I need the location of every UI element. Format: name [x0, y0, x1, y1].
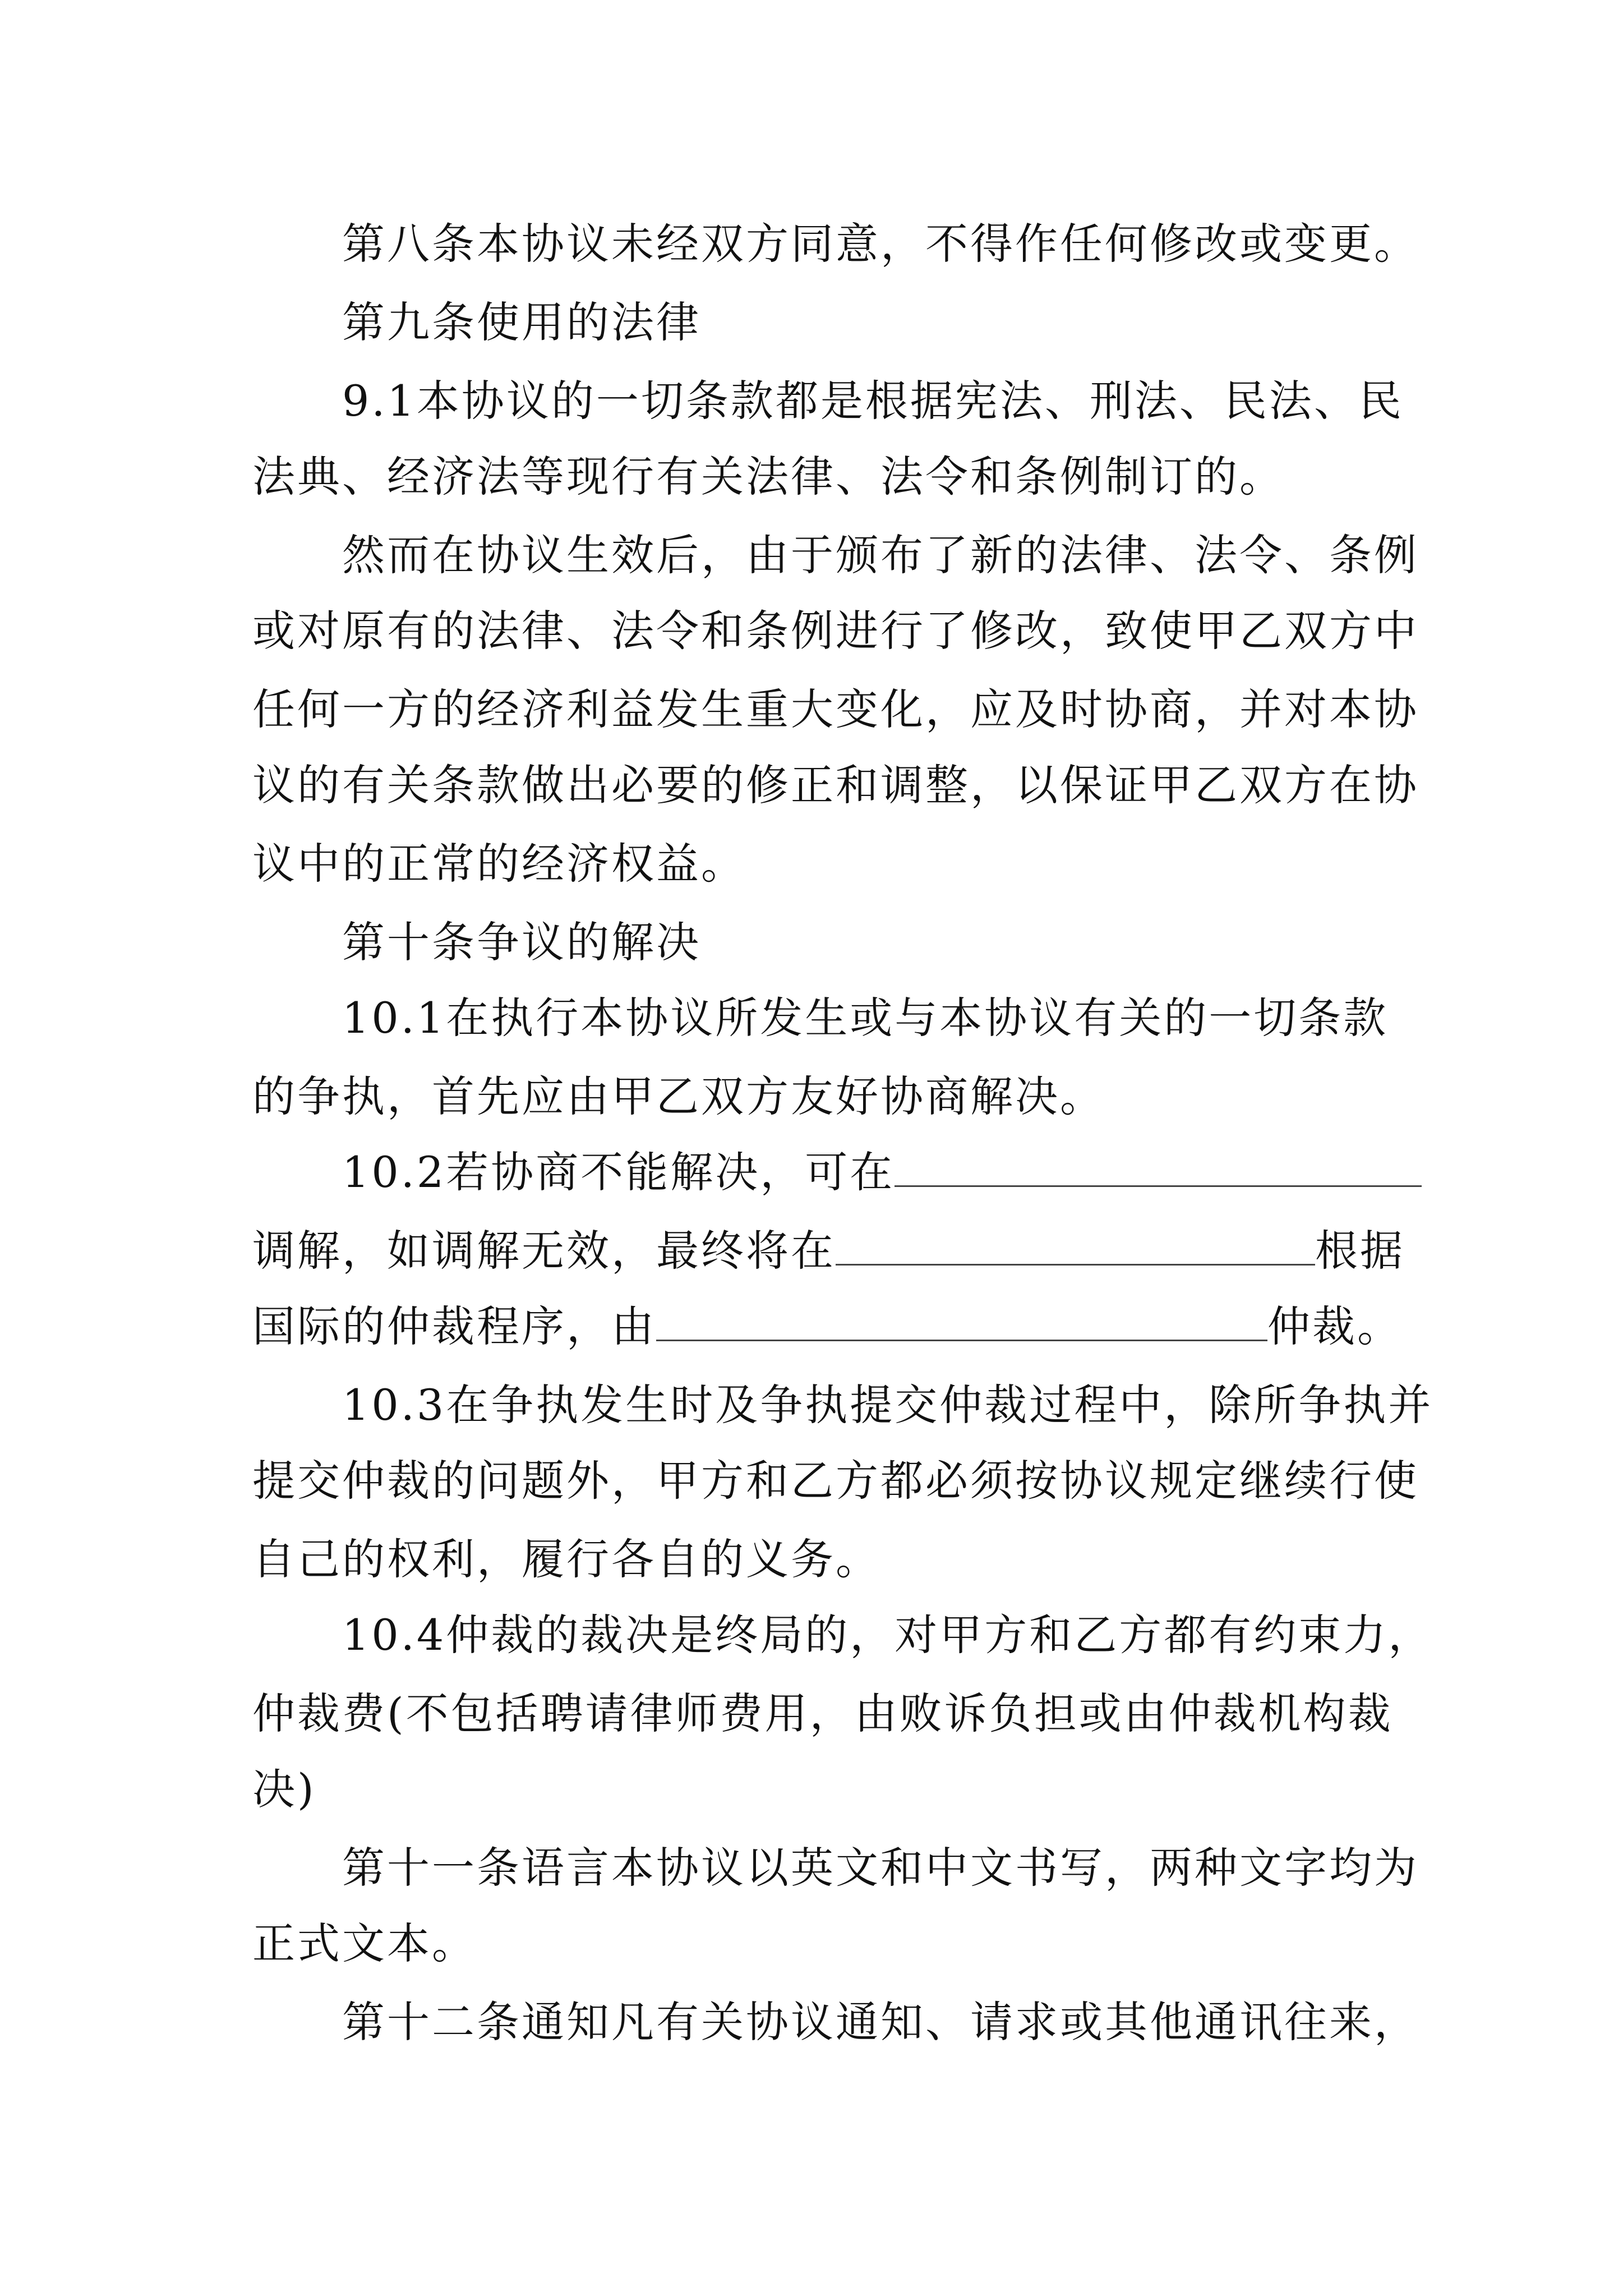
text-line: 自己的权利，履行各自的义务。: [252, 1534, 880, 1584]
line-text: 国际的仲裁程序，由: [252, 1301, 656, 1351]
fill-in-blank[interactable]: [836, 1222, 1315, 1266]
text-line: 第八条本协议未经双方同意，不得作任何修改或变更。: [342, 219, 1419, 269]
text-line: [342, 1142, 1422, 1203]
text-line: 第十条争议的解决: [342, 917, 701, 967]
text-line: 决): [252, 1764, 316, 1814]
text-line: 议中的正常的经济权益。: [252, 839, 746, 889]
text-line: 任何一方的经济利益发生重大变化，应及时协商，并对本协: [252, 684, 1419, 734]
text-line: 或对原有的法律、法令和条例进行了修改，致使甲乙双方中: [252, 606, 1419, 656]
fill-in-blank[interactable]: [656, 1298, 1267, 1341]
text-line: 10.4仲裁的裁决是终局的，对甲方和乙方都有约束力，: [342, 1610, 1433, 1660]
fill-in-blank[interactable]: [895, 1144, 1422, 1187]
text-line: 仲裁费(不包括聘请律师费用，由败诉负担或由仲裁机构裁: [252, 1688, 1393, 1738]
text-line: 正式文本。: [252, 1918, 477, 1968]
text-line: 的争执，首先应由甲乙双方友好协商解决。: [252, 1071, 1105, 1121]
line-text: 10.2若协商不能解决，可在: [342, 1147, 895, 1197]
text-line: 议的有关条款做出必要的修正和调整，以保证甲乙双方在协: [252, 760, 1419, 810]
text-line: 法典、经济法等现行有关法律、法令和条例制订的。: [252, 452, 1284, 501]
text-line: 10.1在执行本协议所发生或与本协议有关的一切条款: [342, 993, 1389, 1043]
text-line: 9.1本协议的一切条款都是根据宪法、刑法、民法、民: [342, 376, 1404, 426]
text-line: 然而在协议生效后，由于颁布了新的法律、法令、条例: [342, 530, 1419, 580]
line-text: 调解，如调解无效，最终将在: [252, 1226, 836, 1276]
line-text: 根据: [1315, 1226, 1405, 1276]
text-line: 第十一条语言本协议以英文和中文书写，两种文字均为: [342, 1843, 1419, 1893]
line-text: 仲裁。: [1267, 1301, 1402, 1351]
text-line: [252, 1220, 1405, 1282]
text-line: 10.3在争执发生时及争执提交仲裁过程中，除所争执并: [342, 1380, 1433, 1430]
text-line: 第九条使用的法律: [342, 297, 701, 347]
text-line: [252, 1296, 1402, 1358]
text-line: 第十二条通知凡有关协议通知、请求或其他通讯往来，: [342, 1997, 1419, 2047]
text-line: 提交仲裁的问题外，甲方和乙方都必须按协议规定继续行使: [252, 1456, 1419, 1506]
